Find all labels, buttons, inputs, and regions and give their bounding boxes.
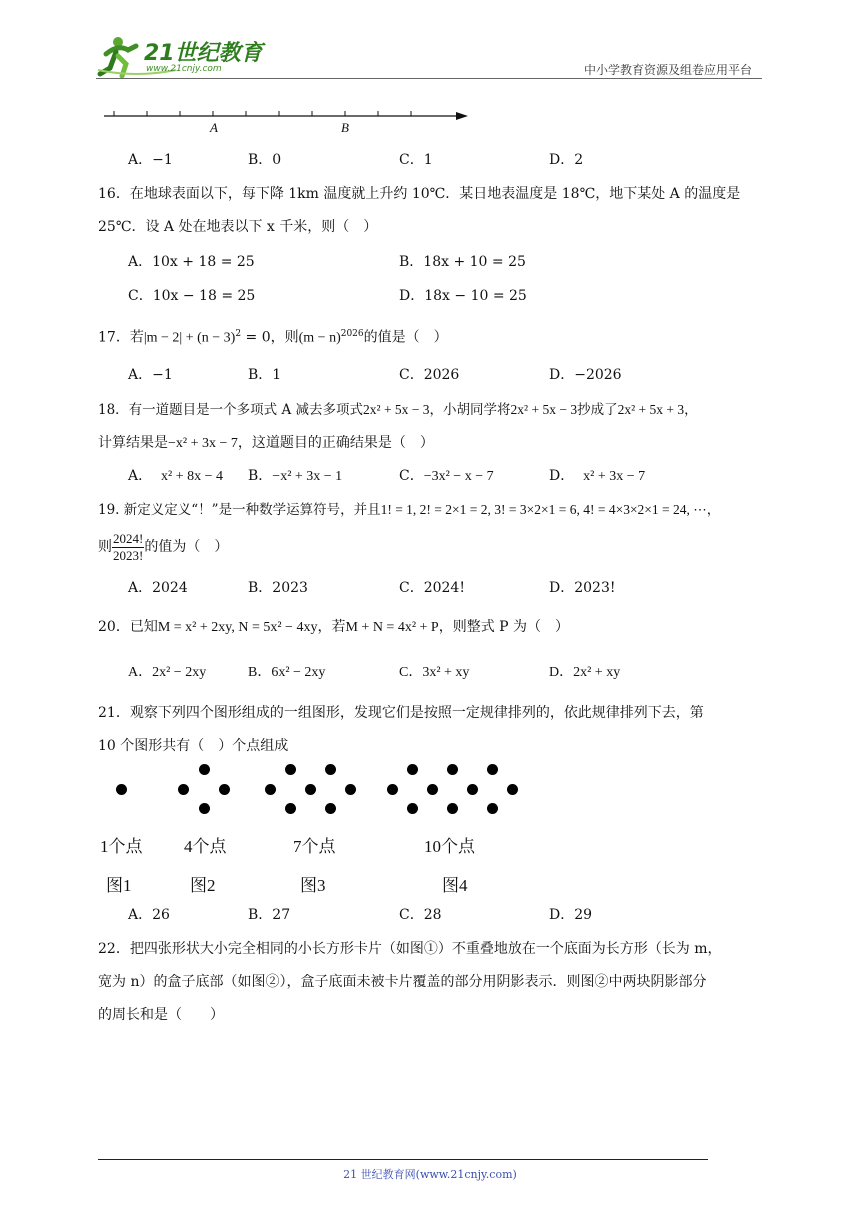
q18-text-b: ，小胡同学将 <box>429 402 511 418</box>
logo-text: 21世纪教育 <box>144 41 263 66</box>
q18-poly1: 2x² + 5x − 3 <box>363 402 430 417</box>
q21-fig-label-1: 图1 <box>106 876 132 895</box>
q21-fig-label-4: 图4 <box>442 876 468 895</box>
q19-text-b: 则 <box>98 539 112 555</box>
q19-option-d[interactable]: D．2023! <box>549 580 616 596</box>
q16-option-b[interactable]: B．18x + 10 = 25 <box>399 254 526 270</box>
q22-stem-line3: 的周长和是（ ） <box>98 1007 224 1023</box>
q18-text-c: 抄成了 <box>577 402 618 418</box>
q18-text-d: ， <box>684 402 698 418</box>
dot <box>219 784 230 795</box>
q21-count-3: 7个点 <box>293 837 336 856</box>
q15-option-b[interactable]: B．0 <box>248 152 282 168</box>
q15-option-a[interactable]: A．−1 <box>128 152 173 168</box>
header-platform-text: 中小学教育资源及组卷应用平台 <box>583 63 752 77</box>
header-divider <box>96 78 762 79</box>
q16-option-a[interactable]: A．10x + 18 = 25 <box>128 254 255 270</box>
footer-text[interactable]: 21 世纪教育网(www.21cnjy.com) <box>343 1168 517 1181</box>
point-b-label: B <box>341 120 349 135</box>
footer-divider <box>98 1159 708 1160</box>
q15-option-c[interactable]: C．1 <box>399 152 433 168</box>
q17-exp1: 2 <box>235 329 242 339</box>
q18-option-b[interactable] <box>248 466 342 487</box>
q20-text-b: ，若 <box>317 619 346 635</box>
q17-option-d[interactable]: D．−2026 <box>549 367 622 383</box>
q18-option-d-letter: D． <box>549 468 575 484</box>
q20-stem <box>98 617 569 638</box>
q16-stem-line1: 16．在地球表面以下，每下降 1km 温度就上升约 10℃．某日地表温度是 18℃，地下某处 A 的温度是 <box>98 186 741 202</box>
q20-option-a[interactable]: A．2x² − 2xy <box>128 665 207 680</box>
dot <box>265 784 276 795</box>
q19-frac-num: 2024! <box>113 530 144 546</box>
q18-text-e: 计算结果是 <box>98 435 168 451</box>
q20-option-c[interactable]: C．3x² + xy <box>399 665 470 680</box>
q17-expr2: (m − n) <box>298 330 341 346</box>
q19-text-a: 19. 新定义定义“！”是一种数学运算符号，并且 <box>98 502 381 518</box>
q20-text-c: ，则整式 P 为（ ） <box>438 619 570 635</box>
q21-fig-label-2: 图2 <box>190 876 216 895</box>
q21-option-b[interactable]: B．27 <box>248 907 291 923</box>
q18-result: −x² + 3x − 7 <box>168 436 238 451</box>
q21-count-4: 10个点 <box>424 837 475 856</box>
q18-poly2: 2x² + 5x − 3 <box>510 402 578 417</box>
q18-option-c[interactable] <box>399 466 494 487</box>
q18-option-b-text: −x² + 3x − 1 <box>272 469 343 484</box>
q18-option-a-text: x² + 8x − 4 <box>161 469 224 484</box>
dot <box>447 803 458 814</box>
q21-count-2: 4个点 <box>184 837 227 856</box>
number-line-axis <box>100 106 470 136</box>
q21-stem-line1: 21．观察下列四个图形组成的一组图形，发现它们是按照一定规律排列的，依此规律排列下去，第 <box>98 705 704 721</box>
q19-option-b[interactable]: B．2023 <box>248 580 308 596</box>
q22-stem-line2: 宽为 n）的盒子底部（如图②），盒子底面未被卡片覆盖的部分用阴影表示．则图②中两块阴影部分 <box>98 974 707 990</box>
q19-option-a[interactable]: A．2024 <box>128 580 188 596</box>
q18-option-b-letter: B． <box>248 468 273 484</box>
dot <box>467 784 478 795</box>
q18-option-d-text: x² + 3x − 7 <box>583 469 646 484</box>
point-a-label: A <box>210 120 218 135</box>
dot <box>285 764 296 775</box>
q17-option-c[interactable]: C．2026 <box>399 367 460 383</box>
q18-option-d[interactable] <box>549 466 645 487</box>
q17-option-a[interactable]: A．−1 <box>128 367 173 383</box>
q16-stem-line2: 25℃．设 A 处在地表以下 x 千米，则（ ） <box>98 219 378 235</box>
q18-text-f: ，这道题目的正确结果是（ ） <box>237 435 434 451</box>
q20-expr2: M + N = 4x² + P <box>345 620 439 635</box>
q16-option-c[interactable]: C．10x − 18 = 25 <box>128 288 256 304</box>
dot <box>407 764 418 775</box>
dot <box>345 784 356 795</box>
q18-stem-line1 <box>98 400 698 420</box>
dot <box>447 764 458 775</box>
q20-option-d[interactable]: D．2x² + xy <box>549 665 621 680</box>
q21-option-d[interactable]: D．29 <box>549 907 593 923</box>
dot <box>325 764 336 775</box>
q19-stem-line2 <box>98 530 228 564</box>
q20-option-b[interactable]: B．6x² − 2xy <box>248 665 326 680</box>
q18-option-a-letter: A． <box>128 468 153 484</box>
q19-option-c[interactable]: C．2024! <box>399 580 465 596</box>
q19-stem-line1 <box>98 500 720 520</box>
q15-option-d[interactable]: D．2 <box>549 152 584 168</box>
q17-prefix: 17．若 <box>98 329 144 346</box>
q19-expr: 1! = 1, 2! = 2×1 = 2, 3! = 3×2×1 = 6, 4! = 4×3×2×1 = 24, ⋯， <box>380 502 721 517</box>
dot <box>487 764 498 775</box>
dot <box>305 784 316 795</box>
dot <box>387 784 398 795</box>
dot <box>407 803 418 814</box>
site-logo <box>96 34 266 80</box>
q17-stem <box>98 324 448 349</box>
dot <box>178 784 189 795</box>
dot <box>199 803 210 814</box>
q21-option-c[interactable]: C．28 <box>399 907 442 923</box>
q20-expr1: M = x² + 2xy, N = 5x² − 4xy <box>157 620 318 635</box>
q19-fraction <box>112 531 144 564</box>
q21-stem-line2: 10 个图形共有（ ）个点组成 <box>98 738 289 754</box>
q21-count-1: 1个点 <box>100 837 143 856</box>
q17-option-b[interactable]: B．1 <box>248 367 282 383</box>
dot <box>487 803 498 814</box>
dot <box>427 784 438 795</box>
dot <box>325 803 336 814</box>
q22-stem-line1: 22．把四张形状大小完全相同的小长方形卡片（如图①）不重叠地放在一个底面为长方形（长为 m， <box>98 941 722 957</box>
q17-suffix: 的值是（ ） <box>363 329 448 346</box>
q18-text-a: 18．有一道题目是一个多项式 A 减去多项式 <box>98 402 364 418</box>
q17-mid: = 0，则 <box>241 329 299 346</box>
q18-stem-line2 <box>98 433 434 454</box>
q18-option-a[interactable] <box>128 466 223 487</box>
q18-poly3: 2x² + 5x + 3 <box>617 402 685 417</box>
q21-fig-label-3: 图3 <box>300 876 326 895</box>
q18-option-c-text: −3x² − x − 7 <box>423 469 494 484</box>
q17-exp2: 2026 <box>340 329 364 339</box>
q19-text-c: 的值为（ ） <box>144 539 229 555</box>
logo-url: www.21cnjy.com <box>146 64 222 74</box>
dot <box>116 784 127 795</box>
dot <box>285 803 296 814</box>
q16-option-d[interactable]: D．18x − 10 = 25 <box>399 288 527 304</box>
q20-text-a: 20．已知 <box>98 619 158 635</box>
number-line <box>100 106 470 140</box>
q18-option-c-letter: C． <box>399 468 424 484</box>
q21-option-a[interactable]: A．26 <box>128 907 170 923</box>
dot <box>507 784 518 795</box>
dot <box>199 764 210 775</box>
q17-expr1: |m − 2| + (n − 3) <box>143 330 236 346</box>
q19-frac-den: 2023! <box>113 547 144 563</box>
